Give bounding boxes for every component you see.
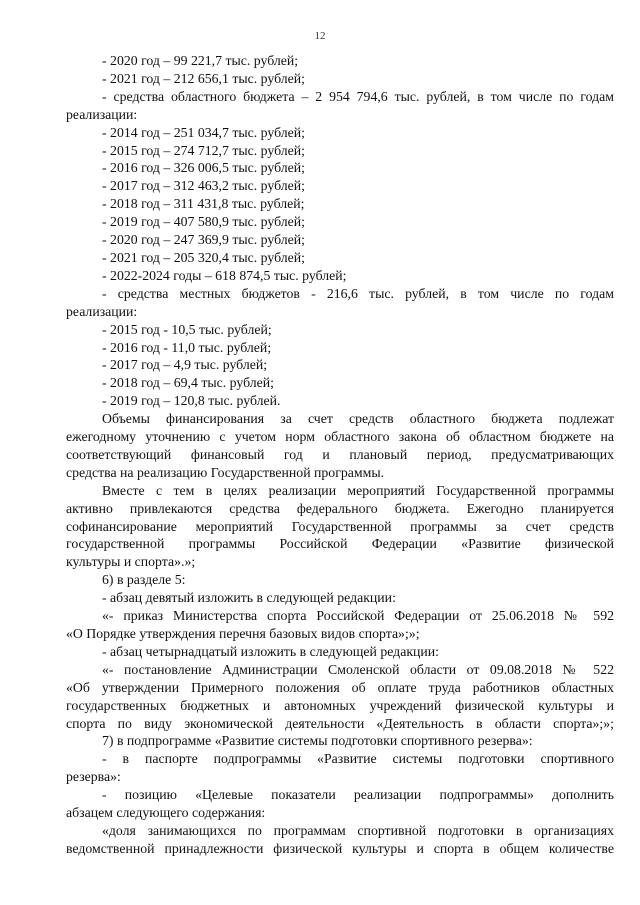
text-line: - абзац девятый изложить в следующей редакции:	[102, 590, 396, 606]
text-line: резерва»:	[66, 769, 121, 785]
text-line: - в паспорте подпрограммы «Развитие системы подготовки спортивного	[102, 751, 614, 767]
text-line: - 2021 год – 212 656,1 тыс. рублей;	[102, 70, 306, 86]
text-line: ежегодному уточнению с учетом норм областного закона об областном бюджете на	[66, 429, 614, 445]
text-line: - 2019 год – 407 580,9 тыс. рублей;	[102, 214, 306, 230]
text-line: спорта по виду экономической деятельности «Деятельность в области спорта»;»;	[66, 715, 614, 731]
text-line: абзацем следующего содержания:	[66, 805, 266, 821]
text-line: - средства областного бюджета – 2 954 794,6 тыс. рублей, в том числе по годам	[102, 88, 614, 104]
text-line: - 2015 год - 10,5 тыс. рублей;	[102, 321, 272, 337]
text-line: Объемы финансирования за счет средств областного бюджета подлежат	[102, 411, 614, 427]
text-line: - 2017 год – 4,9 тыс. рублей;	[102, 357, 268, 373]
text-line: 7) в подпрограмме «Развитие системы подготовки спортивного резерва»:	[102, 733, 533, 749]
text-line: - 2019 год – 120,8 тыс. рублей.	[102, 393, 281, 409]
text-line: - 2017 год – 312 463,2 тыс. рублей;	[102, 178, 306, 194]
text-line: - 2020 год – 247 369,9 тыс. рублей;	[102, 232, 306, 248]
text-line: софинансирование мероприятий Государственной программы за счет средств	[66, 518, 614, 534]
text-line: «Об утверждении Примерного положения об оплате труда работников областных	[66, 679, 614, 695]
text-line: - 2015 год – 274 712,7 тыс. рублей;	[102, 142, 306, 158]
text-line: государственной программы Российской Федерации «Развитие физической	[66, 536, 614, 552]
text-line: - 2020 год – 99 221,7 тыс. рублей;	[102, 53, 299, 68]
text-line: реализации:	[66, 106, 138, 122]
text-line: «О Порядке утверждения перечня базовых видов спорта»;»;	[66, 626, 420, 641]
text-line: «- постановление Администрации Смоленской области от 09.08.2018 № 522	[102, 661, 614, 677]
text-line: Вместе с тем в целях реализации мероприятий Государственной программы	[102, 482, 614, 498]
text-line: ведомственной принадлежности физической культуры и спорта в общем количестве	[66, 840, 614, 856]
text-line: 6) в разделе 5:	[102, 572, 186, 588]
page-number: 12	[314, 30, 326, 42]
text-line: - позицию «Целевые показатели реализации подпрограммы» дополнить	[102, 787, 614, 803]
text-line: - средства местных бюджетов - 216,6 тыс. рублей, в том числе по годам	[102, 285, 614, 301]
text-line: - 2018 год – 69,4 тыс. рублей;	[102, 375, 274, 391]
text-line: государственных бюджетных и автономных учреждений физической культуры и	[66, 697, 614, 713]
text-line: активно привлекаются средства федерального бюджета. Ежегодно планируется	[66, 500, 614, 516]
text-line: - 2022-2024 годы – 618 874,5 тыс. рублей;	[102, 267, 347, 283]
text-line: реализации:	[66, 303, 138, 319]
text-line: культуры и спорта».»;	[66, 554, 196, 570]
document-body	[66, 52, 614, 858]
text-line: соответствующий финансовый год и плановый период, предусматривающих	[66, 446, 614, 462]
text-line: - 2021 год – 205 320,4 тыс. рублей;	[102, 249, 306, 265]
text-line: средства на реализацию Государственной программы.	[66, 464, 385, 480]
text-line: - 2016 год – 326 006,5 тыс. рублей;	[102, 160, 306, 176]
text-line: - 2014 год – 251 034,7 тыс. рублей;	[102, 124, 306, 140]
text-line: - 2016 год - 11,0 тыс. рублей;	[102, 339, 272, 355]
text-line: «- приказ Министерства спорта Российской Федерации от 25.06.2018 № 592	[102, 608, 614, 624]
text-line: - 2018 год – 311 431,8 тыс. рублей;	[102, 196, 305, 212]
text-line: «доля занимающихся по программам спортивной подготовки в организациях	[102, 822, 614, 838]
text-line: - абзац четырнадцатый изложить в следующей редакции:	[102, 643, 440, 659]
